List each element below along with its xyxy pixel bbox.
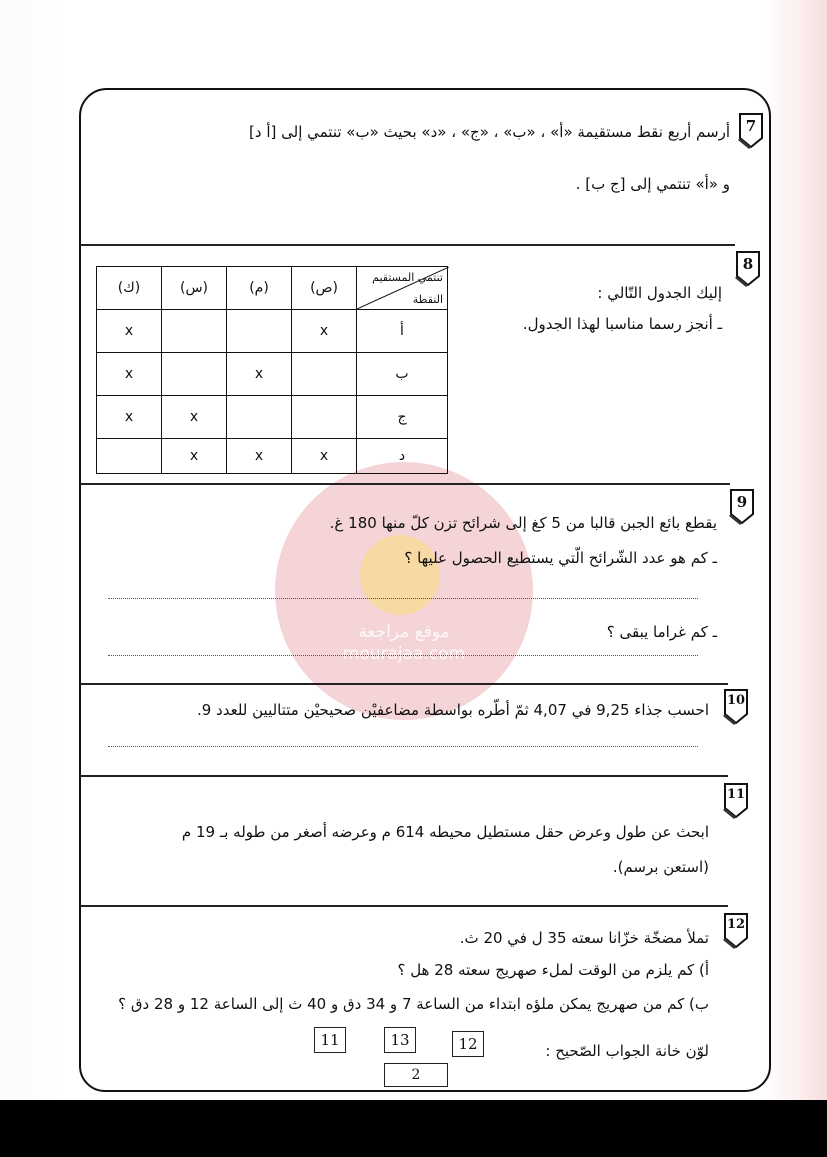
col-header: (م)	[227, 267, 292, 310]
exercise-11-badge: 11	[722, 782, 750, 818]
divider-12	[80, 905, 728, 907]
ex11-line-2: (استعن برسم).	[612, 858, 709, 876]
answer-line[interactable]	[108, 655, 698, 656]
ex11-line-1: ابحث عن طول وعرض حقل مستطيل محيطه 614 م وعرضه أصغر من طوله بـ 19 م	[181, 823, 709, 841]
divider-8	[80, 244, 735, 246]
ex7-line-1: أرسم أربع نقط مستقيمة «أ» ، «ب» ، «ج» ، «د» بحيث «ب» تنتمي إلى [أ د]	[249, 123, 730, 141]
ex7-line-2: و «أ» تنتمي إلى [ج ب] .	[575, 175, 730, 193]
membership-table	[96, 266, 448, 474]
watermark-arabic: موقع مراجعة	[358, 622, 450, 642]
ex8-line-2: ـ أنجز رسما مناسبا لهذا الجدول.	[522, 315, 722, 333]
exercise-7-badge: 7	[737, 112, 765, 148]
table-row: أ x x	[97, 310, 448, 353]
ex8-line-1: إليك الجدول التّالي :	[597, 284, 722, 302]
page-number: 2	[384, 1063, 448, 1087]
ex9-line-3: ـ كم غراما يبقى ؟	[606, 623, 717, 641]
ex12-line-3: ب) كم من صهريج يمكن ملؤه ابتداء من الساعة 7 و 34 دق و 40 ث إلى الساعة 12 و 28 دق ؟	[118, 995, 709, 1013]
exercise-8-badge: 8	[734, 250, 762, 286]
table-row: د x x x	[97, 439, 448, 474]
divider-9	[80, 483, 730, 485]
answer-option-box[interactable]: 13	[384, 1027, 416, 1053]
ex12-line-4: لوّن خانة الجواب الصّحيح :	[545, 1042, 709, 1060]
ex10-line-1: احسب جذاء 9,25 في 4,07 ثمّ أطّره بواسطة مضاعفيْن صحيحيْن متتاليين للعدد 9.	[196, 701, 709, 719]
answer-option-box[interactable]: 11	[314, 1027, 346, 1053]
exercise-12-badge: 12	[722, 912, 750, 948]
exercise-10-badge: 10	[722, 688, 750, 724]
answer-option-box[interactable]: 12	[452, 1031, 484, 1057]
ex9-line-1: يقطع بائع الجبن قالبا من 5 كغ إلى شرائح تزن كلّ منها 180 غ.	[329, 514, 717, 532]
scan-border-bottom	[0, 1100, 827, 1157]
exercise-9-badge: 9	[728, 488, 756, 524]
answer-line[interactable]	[108, 746, 698, 747]
table-corner-cell: تنتمي المستقيم النقطة	[357, 267, 448, 310]
col-header: (ك)	[97, 267, 162, 310]
ex12-line-2: أ) كم يلزم من الوقت لملء صهريج سعته 28 هل ؟	[397, 961, 709, 979]
table-row: ب x x	[97, 353, 448, 396]
divider-10	[80, 683, 728, 685]
col-header: (ص)	[292, 267, 357, 310]
col-header: (س)	[162, 267, 227, 310]
answer-line[interactable]	[108, 598, 698, 599]
divider-11	[80, 775, 728, 777]
ex12-line-1: تملأ مضخّة خزّانا سعته 35 ل في 20 ث.	[459, 929, 709, 947]
watermark-latin: mourajaa.com	[342, 644, 466, 664]
ex9-line-2: ـ كم هو عدد الشّرائح الّتي يستطيع الحصول عليها ؟	[404, 549, 717, 567]
table-row: ج x x	[97, 396, 448, 439]
